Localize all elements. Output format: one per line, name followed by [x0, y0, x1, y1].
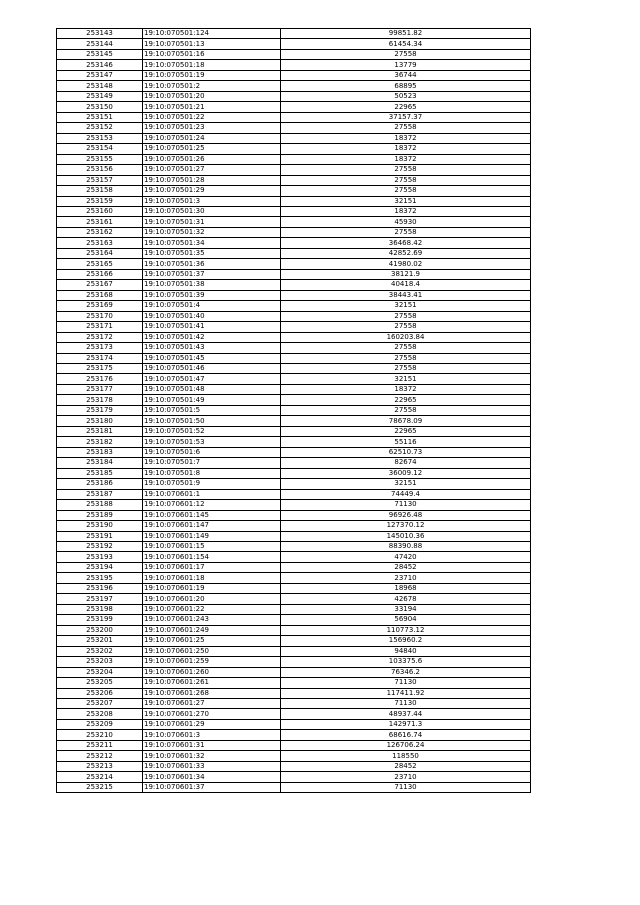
table-row: [57, 384, 531, 394]
record-id-cell: 253146: [57, 60, 143, 70]
cadastral-number-cell: 19:10:070501:5: [143, 405, 281, 415]
table-row: [57, 81, 531, 91]
cadastral-number-cell: 19:10:070501:31: [143, 217, 281, 227]
record-id-cell: 253143: [57, 29, 143, 39]
cadastral-number-cell: 19:10:070501:24: [143, 133, 281, 143]
cadastral-number-cell: 19:10:070501:20: [143, 91, 281, 101]
record-id-cell: 253164: [57, 248, 143, 258]
cadastral-number-cell: 19:10:070601:12: [143, 500, 281, 510]
record-id-cell: 253150: [57, 102, 143, 112]
value-cell: 142971.3: [281, 719, 531, 729]
table-row: [57, 353, 531, 363]
record-id-cell: 253205: [57, 678, 143, 688]
record-id-cell: 253182: [57, 437, 143, 447]
cadastral-number-cell: 19:10:070601:15: [143, 541, 281, 551]
table-row: [57, 206, 531, 216]
value-cell: 68895: [281, 81, 531, 91]
table-row: [57, 405, 531, 415]
table-row: [57, 133, 531, 143]
table-row: [57, 751, 531, 761]
value-cell: 99851.82: [281, 29, 531, 39]
table-row: [57, 311, 531, 321]
table-row: [57, 112, 531, 122]
table-row: [57, 395, 531, 405]
cadastral-number-cell: 19:10:070501:23: [143, 123, 281, 133]
record-id-cell: 253175: [57, 364, 143, 374]
record-id-cell: 253167: [57, 280, 143, 290]
table-row: [57, 531, 531, 541]
value-cell: 27558: [281, 227, 531, 237]
table-row: [57, 29, 531, 39]
record-id-cell: 253183: [57, 447, 143, 457]
table-row: [57, 772, 531, 782]
value-cell: 27558: [281, 186, 531, 196]
table-row: [57, 678, 531, 688]
value-cell: 18372: [281, 154, 531, 164]
table-row: [57, 447, 531, 457]
cadastral-number-cell: 19:10:070601:1: [143, 489, 281, 499]
cadastral-number-cell: 19:10:070601:33: [143, 761, 281, 771]
table-row: [57, 416, 531, 426]
table-row: [57, 154, 531, 164]
cadastral-number-cell: 19:10:070501:19: [143, 70, 281, 80]
table-row: [57, 60, 531, 70]
cadastral-number-cell: 19:10:070501:37: [143, 269, 281, 279]
record-id-cell: 253178: [57, 395, 143, 405]
cadastral-number-cell: 19:10:070501:50: [143, 416, 281, 426]
value-cell: 61454.34: [281, 39, 531, 49]
table-row: [57, 91, 531, 101]
cadastral-number-cell: 19:10:070601:268: [143, 688, 281, 698]
record-id-cell: 253208: [57, 709, 143, 719]
table-row: [57, 688, 531, 698]
cadastral-number-cell: 19:10:070501:4: [143, 301, 281, 311]
cadastral-number-cell: 19:10:070501:52: [143, 426, 281, 436]
record-id-cell: 253199: [57, 615, 143, 625]
table-row: [57, 468, 531, 478]
record-id-cell: 253186: [57, 479, 143, 489]
value-cell: 145010.36: [281, 531, 531, 541]
value-cell: 117411.92: [281, 688, 531, 698]
table-row: [57, 573, 531, 583]
value-cell: 110773.12: [281, 625, 531, 635]
value-cell: 27558: [281, 343, 531, 353]
table-row: [57, 374, 531, 384]
cadastral-number-cell: 19:10:070501:27: [143, 165, 281, 175]
value-cell: 32151: [281, 374, 531, 384]
cadastral-number-cell: 19:10:070601:27: [143, 699, 281, 709]
record-id-cell: 253209: [57, 719, 143, 729]
cadastral-number-cell: 19:10:070601:260: [143, 667, 281, 677]
record-id-cell: 253212: [57, 751, 143, 761]
record-id-cell: 253166: [57, 269, 143, 279]
record-id-cell: 253147: [57, 70, 143, 80]
record-id-cell: 253214: [57, 772, 143, 782]
record-id-cell: 253158: [57, 186, 143, 196]
cadastral-number-cell: 19:10:070601:147: [143, 521, 281, 531]
value-cell: 68616.74: [281, 730, 531, 740]
value-cell: 22965: [281, 426, 531, 436]
value-cell: 48937.44: [281, 709, 531, 719]
record-id-cell: 253157: [57, 175, 143, 185]
record-id-cell: 253145: [57, 49, 143, 59]
table-row: [57, 301, 531, 311]
value-cell: 126706.24: [281, 740, 531, 750]
record-id-cell: 253197: [57, 594, 143, 604]
cadastral-number-cell: 19:10:070601:25: [143, 636, 281, 646]
value-cell: 27558: [281, 175, 531, 185]
record-id-cell: 253152: [57, 123, 143, 133]
table-row: [57, 322, 531, 332]
table-row: [57, 552, 531, 562]
value-cell: 94840: [281, 646, 531, 656]
value-cell: 18372: [281, 384, 531, 394]
record-id-cell: 253154: [57, 144, 143, 154]
cadastral-number-cell: 19:10:070501:18: [143, 60, 281, 70]
cadastral-number-cell: 19:10:070501:41: [143, 322, 281, 332]
table-row: [57, 740, 531, 750]
value-cell: 33194: [281, 604, 531, 614]
cadastral-number-cell: 19:10:070501:43: [143, 343, 281, 353]
value-cell: 71130: [281, 678, 531, 688]
value-cell: 18372: [281, 133, 531, 143]
value-cell: 38121.9: [281, 269, 531, 279]
table-row: [57, 332, 531, 342]
value-cell: 160203.84: [281, 332, 531, 342]
record-id-cell: 253176: [57, 374, 143, 384]
cadastral-number-cell: 19:10:070501:32: [143, 227, 281, 237]
table-row: [57, 719, 531, 729]
value-cell: 50523: [281, 91, 531, 101]
table-row: [57, 426, 531, 436]
cadastral-number-cell: 19:10:070601:259: [143, 657, 281, 667]
cadastral-number-cell: 19:10:070501:40: [143, 311, 281, 321]
value-cell: 28452: [281, 761, 531, 771]
table-row: [57, 217, 531, 227]
table-row: [57, 269, 531, 279]
cadastral-number-cell: 19:10:070501:26: [143, 154, 281, 164]
cadastral-number-cell: 19:10:070501:8: [143, 468, 281, 478]
cadastral-number-cell: 19:10:070501:46: [143, 364, 281, 374]
value-cell: 76346.2: [281, 667, 531, 677]
cadastral-number-cell: 19:10:070601:32: [143, 751, 281, 761]
record-id-cell: 253174: [57, 353, 143, 363]
cadastral-number-cell: 19:10:070601:243: [143, 615, 281, 625]
value-cell: 40418.4: [281, 280, 531, 290]
record-id-cell: 253156: [57, 165, 143, 175]
table-row: [57, 562, 531, 572]
value-cell: 22965: [281, 102, 531, 112]
value-cell: 45930: [281, 217, 531, 227]
record-id-cell: 253188: [57, 500, 143, 510]
value-cell: 71130: [281, 500, 531, 510]
value-cell: 82674: [281, 458, 531, 468]
cadastral-number-cell: 19:10:070601:3: [143, 730, 281, 740]
table-row: [57, 343, 531, 353]
table-row: [57, 479, 531, 489]
value-cell: 22965: [281, 395, 531, 405]
cadastral-number-cell: 19:10:070501:38: [143, 280, 281, 290]
value-cell: 27558: [281, 364, 531, 374]
value-cell: 103375.6: [281, 657, 531, 667]
table-row: [57, 227, 531, 237]
table-row: [57, 730, 531, 740]
record-id-cell: 253161: [57, 217, 143, 227]
cadastral-number-cell: 19:10:070501:9: [143, 479, 281, 489]
record-id-cell: 253144: [57, 39, 143, 49]
value-cell: 38443.41: [281, 290, 531, 300]
value-cell: 27558: [281, 353, 531, 363]
table-row: [57, 102, 531, 112]
value-cell: 71130: [281, 782, 531, 792]
table-row: [57, 667, 531, 677]
cadastral-number-cell: 19:10:070601:34: [143, 772, 281, 782]
value-cell: 156960.2: [281, 636, 531, 646]
record-id-cell: 253168: [57, 290, 143, 300]
table-row: [57, 248, 531, 258]
table-row: [57, 594, 531, 604]
value-cell: 42678: [281, 594, 531, 604]
table-row: [57, 500, 531, 510]
table-row: [57, 541, 531, 551]
record-id-cell: 253180: [57, 416, 143, 426]
table-row: [57, 646, 531, 656]
table-row: [57, 657, 531, 667]
table-row: [57, 709, 531, 719]
cadastral-number-cell: 19:10:070501:48: [143, 384, 281, 394]
value-cell: 47420: [281, 552, 531, 562]
cadastral-number-cell: 19:10:070501:124: [143, 29, 281, 39]
table-row: [57, 521, 531, 531]
table-row: [57, 437, 531, 447]
table-row: [57, 782, 531, 792]
record-id-cell: 253184: [57, 458, 143, 468]
cadastral-number-cell: 19:10:070601:249: [143, 625, 281, 635]
record-id-cell: 253201: [57, 636, 143, 646]
record-id-cell: 253213: [57, 761, 143, 771]
cadastral-number-cell: 19:10:070501:3: [143, 196, 281, 206]
value-cell: 27558: [281, 311, 531, 321]
value-cell: 23710: [281, 772, 531, 782]
cadastral-number-cell: 19:10:070501:42: [143, 332, 281, 342]
cadastral-number-cell: 19:10:070601:22: [143, 604, 281, 614]
cadastral-number-cell: 19:10:070501:53: [143, 437, 281, 447]
record-id-cell: 253200: [57, 625, 143, 635]
value-cell: 127370.12: [281, 521, 531, 531]
cadastral-number-cell: 19:10:070601:261: [143, 678, 281, 688]
record-id-cell: 253172: [57, 332, 143, 342]
cadastral-number-cell: 19:10:070501:39: [143, 290, 281, 300]
value-cell: 27558: [281, 49, 531, 59]
record-id-cell: 253162: [57, 227, 143, 237]
value-cell: 27558: [281, 165, 531, 175]
value-cell: 78678.09: [281, 416, 531, 426]
record-id-cell: 253187: [57, 489, 143, 499]
value-cell: 27558: [281, 405, 531, 415]
value-cell: 71130: [281, 699, 531, 709]
value-cell: 56904: [281, 615, 531, 625]
value-cell: 18372: [281, 144, 531, 154]
record-id-cell: 253190: [57, 521, 143, 531]
cadastral-number-cell: 19:10:070501:6: [143, 447, 281, 457]
record-id-cell: 253177: [57, 384, 143, 394]
value-cell: 13779: [281, 60, 531, 70]
value-cell: 36009.12: [281, 468, 531, 478]
cadastral-number-cell: 19:10:070601:149: [143, 531, 281, 541]
value-cell: 23710: [281, 573, 531, 583]
record-id-cell: 253211: [57, 740, 143, 750]
value-cell: 74449.4: [281, 489, 531, 499]
table-row: [57, 458, 531, 468]
value-cell: 62510.73: [281, 447, 531, 457]
record-id-cell: 253165: [57, 259, 143, 269]
cadastral-number-cell: 19:10:070501:49: [143, 395, 281, 405]
cadastral-number-cell: 19:10:070501:21: [143, 102, 281, 112]
record-id-cell: 253173: [57, 343, 143, 353]
cadastral-number-cell: 19:10:070501:30: [143, 206, 281, 216]
table-row: [57, 615, 531, 625]
record-id-cell: 253195: [57, 573, 143, 583]
cadastral-number-cell: 19:10:070601:154: [143, 552, 281, 562]
value-cell: 18968: [281, 583, 531, 593]
cadastral-number-cell: 19:10:070501:45: [143, 353, 281, 363]
record-id-cell: 253179: [57, 405, 143, 415]
cadastral-number-cell: 19:10:070501:29: [143, 186, 281, 196]
cadastral-number-cell: 19:10:070601:145: [143, 510, 281, 520]
record-id-cell: 253198: [57, 604, 143, 614]
value-cell: 27558: [281, 322, 531, 332]
record-id-cell: 253207: [57, 699, 143, 709]
cadastral-number-cell: 19:10:070501:22: [143, 112, 281, 122]
record-id-cell: 253170: [57, 311, 143, 321]
table-row: [57, 238, 531, 248]
value-cell: 32151: [281, 301, 531, 311]
table-row: [57, 39, 531, 49]
value-cell: 42852.69: [281, 248, 531, 258]
record-id-cell: 253191: [57, 531, 143, 541]
cadastral-number-cell: 19:10:070601:29: [143, 719, 281, 729]
value-cell: 18372: [281, 206, 531, 216]
record-id-cell: 253159: [57, 196, 143, 206]
table-row: [57, 636, 531, 646]
table-row: [57, 123, 531, 133]
record-id-cell: 253193: [57, 552, 143, 562]
record-id-cell: 253153: [57, 133, 143, 143]
cadastral-number-cell: 19:10:070501:16: [143, 49, 281, 59]
value-cell: 36744: [281, 70, 531, 80]
record-id-cell: 253169: [57, 301, 143, 311]
cadastral-number-cell: 19:10:070601:17: [143, 562, 281, 572]
cadastral-number-cell: 19:10:070601:18: [143, 573, 281, 583]
cadastral-number-cell: 19:10:070501:28: [143, 175, 281, 185]
value-cell: 41980.02: [281, 259, 531, 269]
cadastral-number-cell: 19:10:070601:37: [143, 782, 281, 792]
record-id-cell: 253202: [57, 646, 143, 656]
value-cell: 32151: [281, 479, 531, 489]
table-row: [57, 625, 531, 635]
table-row: [57, 196, 531, 206]
value-cell: 118550: [281, 751, 531, 761]
record-id-cell: 253194: [57, 562, 143, 572]
value-cell: 37157.37: [281, 112, 531, 122]
record-id-cell: 253210: [57, 730, 143, 740]
record-id-cell: 253203: [57, 657, 143, 667]
table-row: [57, 364, 531, 374]
record-id-cell: 253160: [57, 206, 143, 216]
record-id-cell: 253149: [57, 91, 143, 101]
table-row: [57, 259, 531, 269]
record-id-cell: 253206: [57, 688, 143, 698]
table-row: [57, 699, 531, 709]
cadastral-number-cell: 19:10:070501:47: [143, 374, 281, 384]
cadastral-number-cell: 19:10:070501:2: [143, 81, 281, 91]
data-table: [56, 28, 531, 793]
table-row: [57, 489, 531, 499]
cadastral-number-cell: 19:10:070601:20: [143, 594, 281, 604]
value-cell: 32151: [281, 196, 531, 206]
value-cell: 96926.48: [281, 510, 531, 520]
record-id-cell: 253163: [57, 238, 143, 248]
record-id-cell: 253204: [57, 667, 143, 677]
table-row: [57, 144, 531, 154]
record-id-cell: 253155: [57, 154, 143, 164]
table-row: [57, 280, 531, 290]
cadastral-number-cell: 19:10:070601:270: [143, 709, 281, 719]
table-row: [57, 761, 531, 771]
cadastral-number-cell: 19:10:070501:34: [143, 238, 281, 248]
table-row: [57, 583, 531, 593]
record-id-cell: 253181: [57, 426, 143, 436]
table-row: [57, 290, 531, 300]
value-cell: 36468.42: [281, 238, 531, 248]
cadastral-number-cell: 19:10:070601:31: [143, 740, 281, 750]
table-row: [57, 510, 531, 520]
record-id-cell: 253189: [57, 510, 143, 520]
cadastral-number-cell: 19:10:070501:35: [143, 248, 281, 258]
cadastral-number-cell: 19:10:070501:13: [143, 39, 281, 49]
table-row: [57, 604, 531, 614]
record-id-cell: 253171: [57, 322, 143, 332]
record-id-cell: 253215: [57, 782, 143, 792]
cadastral-number-cell: 19:10:070501:7: [143, 458, 281, 468]
table-body: [57, 29, 531, 793]
table-row: [57, 175, 531, 185]
cadastral-number-cell: 19:10:070601:250: [143, 646, 281, 656]
value-cell: 28452: [281, 562, 531, 572]
value-cell: 55116: [281, 437, 531, 447]
value-cell: 88390.88: [281, 541, 531, 551]
table-row: [57, 186, 531, 196]
cadastral-number-cell: 19:10:070601:19: [143, 583, 281, 593]
value-cell: 27558: [281, 123, 531, 133]
record-id-cell: 253148: [57, 81, 143, 91]
table-row: [57, 70, 531, 80]
cadastral-number-cell: 19:10:070501:25: [143, 144, 281, 154]
table-row: [57, 49, 531, 59]
record-id-cell: 253196: [57, 583, 143, 593]
record-id-cell: 253151: [57, 112, 143, 122]
record-id-cell: 253185: [57, 468, 143, 478]
table-row: [57, 165, 531, 175]
record-id-cell: 253192: [57, 541, 143, 551]
cadastral-number-cell: 19:10:070501:36: [143, 259, 281, 269]
